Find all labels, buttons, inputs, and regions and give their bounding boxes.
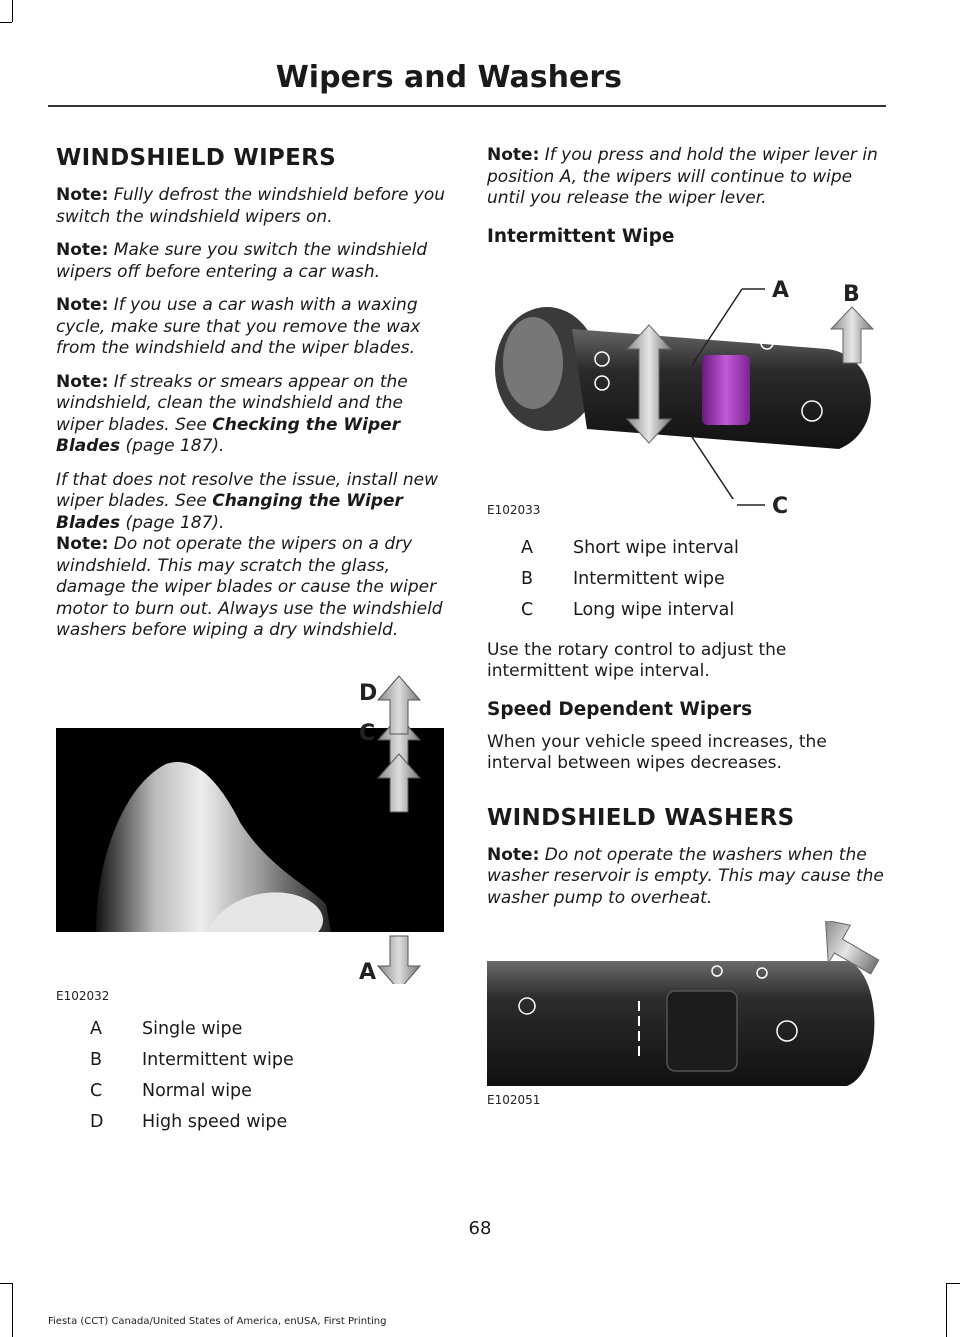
arrow-d (378, 676, 420, 734)
figure-code: E102051 (487, 1093, 541, 1107)
figure-code: E102032 (56, 988, 110, 1003)
rotary-figure-bottom (487, 487, 887, 517)
subheading-speed-dependent-wipers: Speed Dependent Wipers (487, 698, 753, 720)
footer-imprint: Fiesta (CCT) Canada/United States of America, enUSA, First Printing (48, 1316, 387, 1327)
legend-row: A Single wipe (90, 1019, 243, 1039)
figure-washer-control (487, 921, 887, 1111)
crop-mark (946, 1283, 947, 1337)
figure-label-a: A (359, 959, 377, 984)
figure-label-c: C (359, 720, 376, 746)
note-washer-reservoir: Note: Do not operate the washers when the washer reservoir is empty. This may cause the washer pump to overheat. (487, 844, 884, 908)
title-divider (48, 105, 886, 107)
section-heading-windshield-washers: WINDSHIELD WASHERS (487, 804, 795, 831)
section-heading-windshield-wipers: WINDSHIELD WIPERS (56, 145, 336, 171)
figure-wiper-lever-positions (56, 654, 452, 1024)
note-car-wash: Note: Make sure you switch the windshield wipers off before entering a car wash. (56, 240, 428, 282)
note-hold-lever: Note: If you press and hold the wiper lever in position A, the wipers will continue to wipe until you release the wiper lever. (487, 145, 878, 208)
rotary-control (667, 991, 737, 1071)
paragraph-rotary-control: Use the rotary control to adjust the intermittent wipe interval. (487, 639, 787, 681)
legend-row: B Intermittent wipe (521, 569, 725, 589)
paragraph-new-blades: If that does not resolve the issue, install new wiper blades. See Changing the Wiper Blades (page 187). (56, 469, 439, 533)
figure-intermittent-control (487, 259, 887, 521)
rotary-control (702, 355, 750, 425)
cross-reference-link[interactable]: Checking the Wiper Blades (56, 414, 401, 456)
page-title: Wipers and Washers (275, 60, 622, 95)
lever-base-highlight (503, 317, 563, 409)
note-defrost: Note: Fully defrost the windshield before you switch the windshield wipers on. (56, 185, 446, 227)
cross-reference-link[interactable]: Changing the Wiper Blades (56, 491, 403, 533)
legend-row: C Long wipe interval (521, 600, 735, 620)
legend-wiper-positions (56, 1014, 452, 1138)
figure-label-a: A (772, 277, 790, 303)
legend-row: A Short wipe interval (521, 538, 739, 558)
figure-label-c: C (772, 493, 789, 517)
legend-row: B Intermittent wipe (90, 1050, 294, 1070)
note-streaks: Note: If streaks or smears appear on the windshield, clean the windshield and the wiper blades. See Checking the Wiper Blades (page 187). (56, 371, 408, 456)
note-dry-windshield: Note: Do not operate the wipers on a dry windshield. This may scratch the glass, damage the wiper blades or cause the wiper motor to burn out. Always use the windshield washers before wiping a dry windshield. (56, 534, 443, 640)
legend-row: C Normal wipe (90, 1081, 252, 1101)
left-column (56, 145, 452, 1152)
arrow-a (378, 936, 420, 984)
subheading-intermittent-wipe: Intermittent Wipe (487, 225, 675, 247)
note-waxing: Note: If you use a car wash with a waxing cycle, make sure that you remove the wax from the windshield and the wiper blades. (56, 295, 421, 358)
crop-mark (0, 22, 12, 23)
paragraph-speed-dependent: When your vehicle speed increases, the interval between wipes decreases. (487, 731, 827, 773)
crop-mark (12, 0, 13, 22)
wiper-lever-illustration (56, 654, 456, 984)
rotary-control-illustration (487, 259, 887, 499)
legend-interval (487, 533, 887, 626)
crop-mark (0, 1283, 12, 1284)
page-number: 68 (468, 1218, 492, 1239)
crop-mark (12, 1283, 13, 1337)
right-column (487, 145, 887, 1111)
figure-label-b: B (843, 281, 860, 307)
crop-mark (947, 1283, 960, 1284)
figure-label-d: D (359, 680, 378, 706)
washer-lever-illustration (487, 921, 887, 1091)
legend-row: D High speed wipe (90, 1112, 288, 1132)
figure-code: E102033 (487, 502, 541, 517)
